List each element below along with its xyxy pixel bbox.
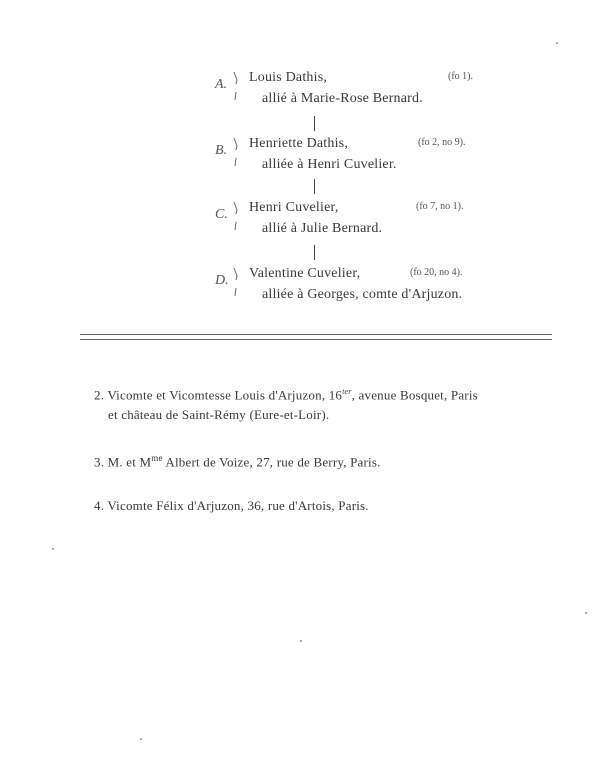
spouse-line: allié à Julie Bernard. [262, 221, 383, 236]
brace-icon [232, 70, 240, 104]
brace-icon [232, 136, 240, 170]
address-entry-2 [94, 387, 478, 423]
scan-speck [140, 738, 142, 740]
person-name: Henri Cuvelier, [249, 200, 339, 215]
entry-letter: D. [215, 273, 229, 288]
address-line: 4. Vicomte Félix d'Arjuzon, 36, rue d'Artois, Paris. [94, 498, 369, 513]
entry-letter: A. [215, 77, 228, 92]
person-name: Louis Dathis, [249, 70, 328, 85]
folio-reference: (fo 20, no 4). [410, 267, 463, 278]
scan-speck [556, 42, 558, 44]
lineage-connector [314, 179, 315, 194]
divider-rule-bottom [80, 339, 552, 340]
scan-speck [52, 548, 54, 550]
spouse-line: alliée à Henri Cuvelier. [262, 157, 397, 172]
folio-reference: (fo 2, no 9). [418, 137, 466, 148]
folio-reference: (fo 7, no 1). [416, 201, 464, 212]
address-entry-3 [94, 453, 381, 470]
scan-speck [585, 612, 587, 614]
address-continuation: et château de Saint-Rémy (Eure-et-Loir). [108, 407, 330, 423]
address-superscript: ter [342, 387, 352, 396]
address-line: Albert de Voize, 27, rue de Berry, Paris. [162, 454, 381, 470]
brace-icon [232, 266, 240, 300]
divider-rule-top [80, 334, 552, 335]
spouse-line: allié à Marie-Rose Bernard. [262, 91, 423, 106]
spouse-line: alliée à Georges, comte d'Arjuzon. [262, 287, 463, 302]
address-superscript: me [151, 453, 163, 463]
lineage-connector [314, 245, 315, 260]
brace-icon [232, 200, 240, 234]
address-line: , avenue Bosquet, Paris [351, 387, 478, 403]
genealogy-entry-b [0, 136, 602, 180]
genealogy-entry-c [0, 200, 602, 244]
genealogy-entry-d [0, 266, 602, 310]
person-name: Henriette Dathis, [249, 136, 349, 151]
lineage-connector [314, 116, 315, 131]
address-entry-4 [94, 498, 369, 514]
person-name: Valentine Cuvelier, [249, 266, 361, 281]
scan-speck [300, 640, 302, 642]
address-line: 3. M. et M [94, 454, 152, 470]
entry-letter: C. [215, 207, 228, 222]
entry-letter: B. [215, 143, 228, 158]
genealogy-entry-a [0, 70, 602, 114]
address-line: 2. Vicomte et Vicomtesse Louis d'Arjuzon, 16 [94, 387, 343, 403]
folio-reference: (fo 1). [448, 71, 473, 82]
